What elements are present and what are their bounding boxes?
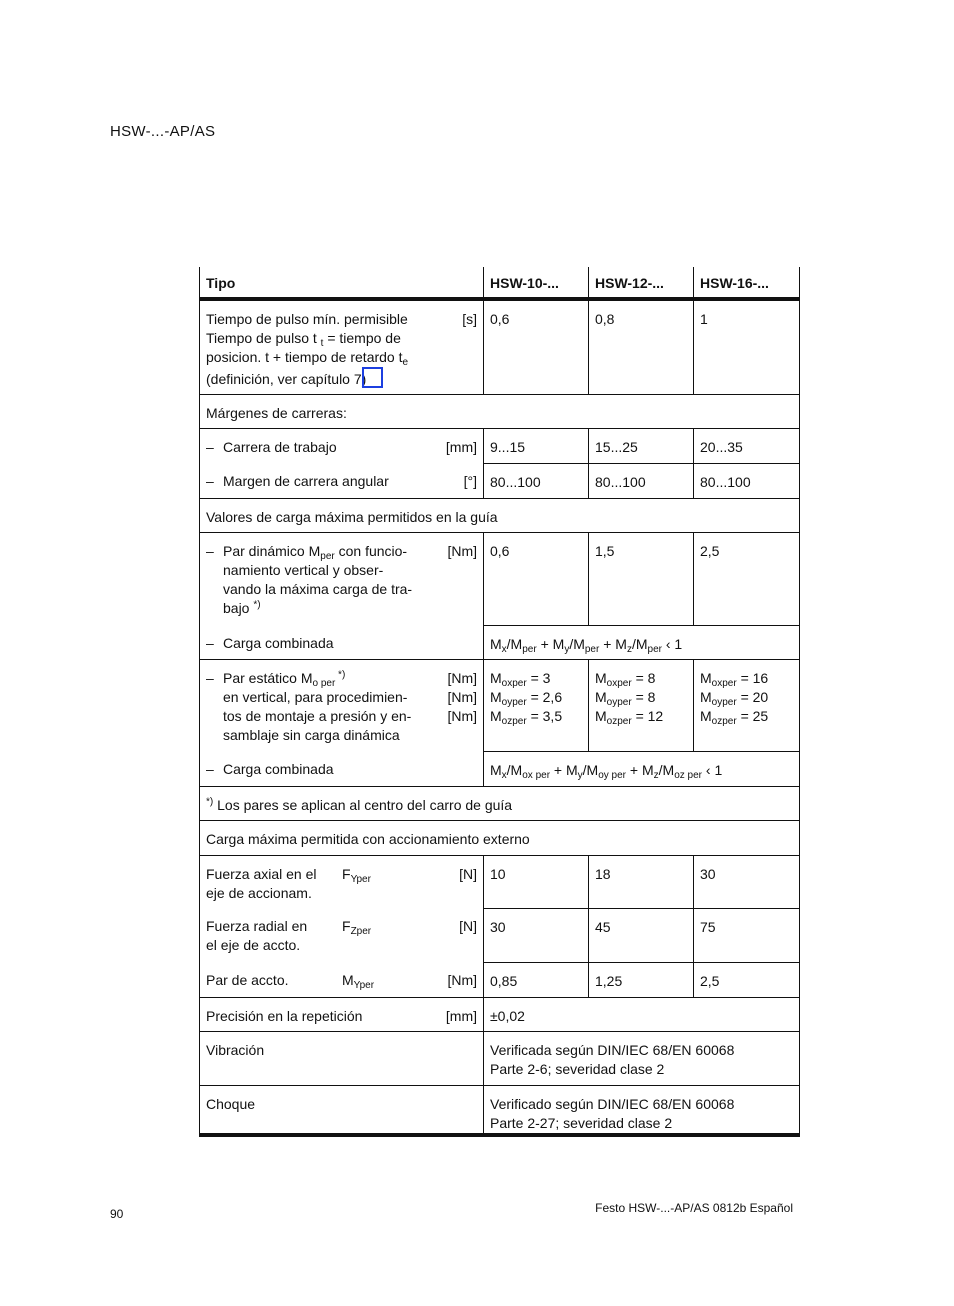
unit: [N]	[459, 865, 477, 882]
label: Vibración	[200, 1031, 484, 1085]
cell: Verificado según DIN/IEC 68/EN 60068 Parte 2-27; severidad clase 2	[484, 1085, 800, 1135]
formula-text: /M	[569, 635, 585, 652]
combined-load-formula	[484, 625, 800, 659]
formula-text: /M	[631, 635, 648, 652]
combined-load-formula-static	[484, 751, 800, 786]
static-moment-value: $M_{ozper} = 25$	[700, 707, 769, 727]
formula-subscript: y	[564, 643, 570, 655]
dash: –	[206, 761, 214, 777]
cell: 20...35	[694, 428, 800, 463]
header-hsw10: HSW-10-...	[484, 267, 589, 299]
formula-text: + M	[599, 635, 627, 652]
cell: 9...15	[484, 428, 589, 463]
text: posicion. t + tiempo de retardo t	[206, 349, 403, 365]
symbol: $M_{Yper}$	[342, 972, 375, 991]
static-moment-value: $M_{oyper} = 8$	[595, 688, 656, 708]
formula-subscript: z	[653, 769, 659, 781]
header-hsw16: HSW-16-...	[694, 267, 800, 299]
cell: Verificada según DIN/IEC 68/EN 60068 Parte 2-6; severidad clase 2	[484, 1031, 800, 1085]
formula-subscript: oy per	[598, 769, 627, 781]
dash: –	[206, 473, 214, 489]
unit: [Nm]	[447, 972, 477, 988]
pulse-label	[200, 299, 484, 394]
static-moments-hsw12	[589, 659, 694, 751]
cell: 0,85	[484, 962, 589, 997]
cell: 15...25	[589, 428, 694, 463]
formula-subscript: per	[584, 643, 600, 655]
cell: 0,6	[484, 299, 589, 394]
formula-text: M	[490, 635, 502, 652]
formula-text: + M	[536, 635, 565, 652]
label: Carrera de trabajo	[223, 438, 337, 455]
formula-text: M	[490, 761, 502, 778]
text: Tiempo de pulso mín. permisible	[206, 311, 408, 327]
subscript: e	[402, 357, 409, 368]
dash: –	[206, 542, 214, 559]
section-external-drive: Carga máxima permitida con accionamiento externo	[200, 820, 800, 855]
symbol: $F_{Yper}$	[342, 865, 371, 885]
cell: 80...100	[589, 463, 694, 498]
formula-subscript: per	[522, 643, 537, 655]
formula-subscript: y	[577, 769, 583, 781]
label: Choque	[200, 1085, 484, 1135]
label: Fuerza radial en el eje de accto.	[206, 918, 308, 953]
cell: 0,8	[589, 299, 694, 394]
dash: –	[206, 635, 214, 651]
table-row	[200, 299, 800, 394]
technical-data-table	[199, 267, 800, 1137]
unit: [Nm]	[447, 542, 477, 559]
static-moment-value: $M_{ozper} = 12$	[595, 707, 664, 727]
running-header: HSW-...-AP/AS	[110, 123, 216, 140]
label: Fuerza axial en el eje de accionam.	[206, 865, 317, 901]
formula-text: /M	[506, 761, 523, 778]
section-max-load: Valores de carga máxima permitidos en la guía	[200, 498, 800, 532]
static-moments-hsw16	[694, 659, 800, 751]
formula-subscript: z	[626, 643, 632, 655]
unit: [mm]	[445, 1007, 477, 1024]
static-moment-value: $M_{oxper} = 3$	[490, 669, 551, 689]
formula-text: /M	[582, 761, 599, 778]
label: Par de accto.	[206, 972, 289, 988]
text: = tiempo de	[323, 330, 401, 346]
cell: ±0,02	[484, 997, 800, 1031]
footnote: *) Los pares se aplican al centro del carro de guía	[200, 786, 800, 820]
formula-text: /M	[506, 635, 523, 652]
static-moment-value: $M_{oyper} = 2,6$	[490, 688, 563, 708]
dash: –	[206, 669, 214, 686]
formula-text: /M	[658, 761, 675, 778]
formula-text: ‹ 1	[661, 635, 683, 652]
static-moment-value: $M_{oyper} = 20$	[700, 688, 769, 708]
chapter-link[interactable]	[362, 367, 383, 388]
unit: [s]	[462, 311, 477, 327]
formula-subscript: ox per	[522, 769, 551, 781]
cell: 1	[694, 299, 800, 394]
subscript: t	[320, 338, 324, 349]
label: Precisión en la repetición	[206, 1007, 363, 1024]
formula-subscript: oz per	[674, 769, 702, 781]
label: Carga combinada	[223, 761, 334, 777]
cell: 2,5	[694, 532, 800, 625]
unit: [°]	[463, 473, 477, 489]
units: [Nm] [Nm] [Nm]	[447, 669, 477, 724]
text: Tiempo de pulso t	[206, 330, 317, 346]
formula-text: + M	[626, 761, 654, 778]
page-footer: Festo HSW-...-AP/AS 0812b Español	[595, 1201, 793, 1215]
cell: 18	[589, 855, 694, 908]
cell: 30	[484, 908, 589, 962]
cell: 80...100	[484, 463, 589, 498]
cell: 1,5	[589, 532, 694, 625]
unit: [N]	[459, 918, 477, 934]
header-tipo: Tipo	[200, 267, 484, 299]
page-number: 90	[110, 1207, 124, 1221]
static-moments-hsw10	[484, 659, 589, 751]
section-margins: Márgenes de carreras:	[200, 394, 800, 428]
cell: 45	[589, 908, 694, 962]
cell: 30	[694, 855, 800, 908]
table-header-row	[200, 267, 800, 299]
symbol: $F_{Zper}$	[342, 918, 372, 937]
header-hsw12: HSW-12-...	[589, 267, 694, 299]
static-moment-value: $M_{oxper} = 16$	[700, 669, 769, 689]
cell: 0,6	[484, 532, 589, 625]
formula-subscript: per	[647, 643, 662, 655]
static-moment-value: $M_{ozper} = 3,5$	[490, 707, 563, 727]
label: Margen de carrera angular	[223, 473, 389, 489]
static-moment-value: $M_{oxper} = 8$	[595, 669, 656, 689]
cell: 80...100	[694, 463, 800, 498]
cell: 2,5	[694, 962, 800, 997]
chapter-reference-text: (definición, ver capítulo 7)	[206, 371, 367, 387]
formula-text: ‹ 1	[702, 761, 723, 778]
unit: [mm]	[445, 438, 477, 455]
dash: –	[206, 438, 214, 455]
label: Carga combinada	[223, 635, 334, 651]
label: Par estático $M_{o per}$ *) en vertical, para procedimien- tos de montaje a presión y en- samblaje sin carga dinámica	[223, 668, 412, 743]
formula-subscript: x	[501, 769, 507, 781]
cell: 1,25	[589, 962, 694, 997]
cell: 75	[694, 908, 800, 962]
label: Par dinámico $M_{per}$ con funcio- namiento vertical y obser- vando la máxima carga de tra- bajo *)	[223, 542, 413, 616]
formula-text: + M	[550, 761, 578, 778]
cell: 10	[484, 855, 589, 908]
formula-subscript: x	[501, 643, 507, 655]
